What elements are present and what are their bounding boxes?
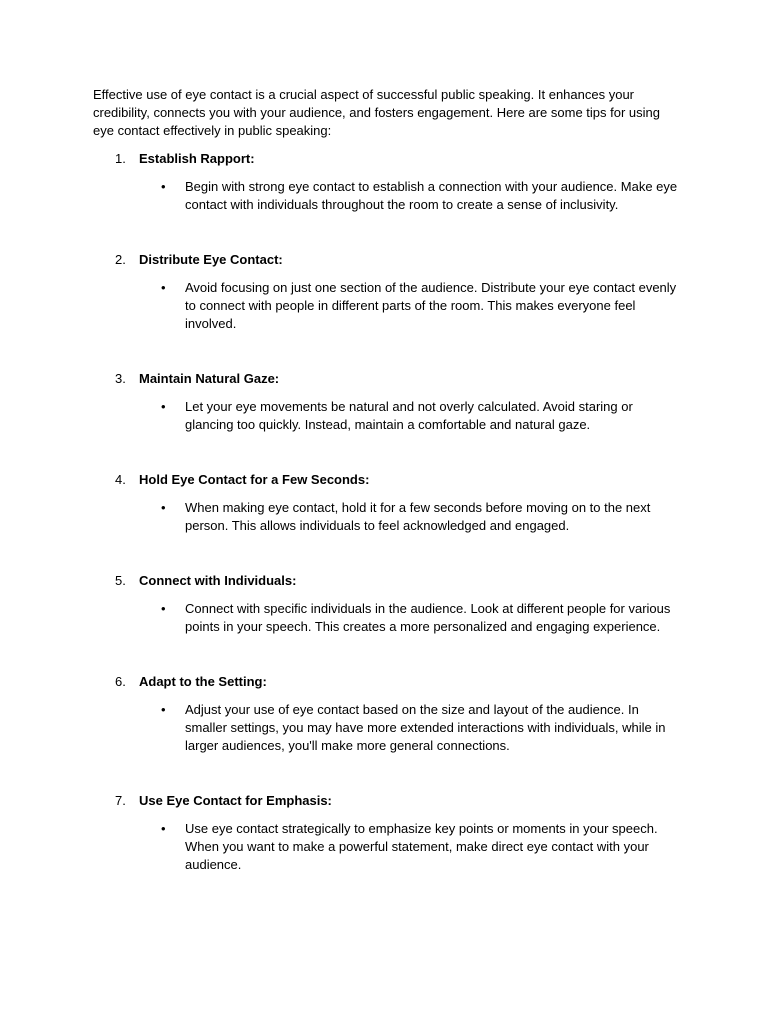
tip-text: Avoid focusing on just one section of the audience. Distribute your eye contact evenly to connect with people in different parts of the room. This makes everyone feel involved. [185, 280, 677, 331]
tip-number: 5. [115, 573, 126, 588]
tip-heading [0, 792, 768, 810]
bullet-icon: • [161, 179, 166, 194]
tip-title: Hold Eye Contact for a Few Seconds: [139, 472, 370, 487]
bullet-icon: • [161, 280, 166, 295]
tip-bullet [0, 701, 768, 755]
bullet-icon: • [161, 500, 166, 515]
tip-title: Connect with Individuals: [139, 573, 297, 588]
tip-item [0, 792, 768, 874]
tip-bullet [0, 178, 768, 214]
tip-heading [0, 673, 768, 691]
tip-heading [0, 572, 768, 590]
tip-bullet [0, 398, 768, 434]
tip-number: 3. [115, 371, 126, 386]
tip-bullet [0, 820, 768, 874]
tip-text: Adjust your use of eye contact based on the size and layout of the audience. In smaller settings, you may have more extended interactions with individuals, while in larger audiences, you'll make more general connections. [185, 702, 666, 753]
bullet-icon: • [161, 399, 166, 414]
tip-number: 6. [115, 674, 126, 689]
tip-bullet [0, 279, 768, 333]
tip-number: 1. [115, 151, 126, 166]
tip-number: 2. [115, 252, 126, 267]
tip-heading [0, 471, 768, 489]
tip-number: 7. [115, 793, 126, 808]
tip-title: Maintain Natural Gaze: [139, 371, 280, 386]
tip-bullet [0, 499, 768, 535]
tip-title: Establish Rapport: [139, 151, 255, 166]
bullet-icon: • [161, 821, 166, 836]
tip-text: When making eye contact, hold it for a few seconds before moving on to the next person. This allows individuals to feel acknowledged and engaged. [185, 500, 651, 533]
tip-item [0, 471, 768, 535]
tip-text: Let your eye movements be natural and not overly calculated. Avoid staring or glancing too quickly. Instead, maintain a comfortable and natural gaze. [185, 399, 633, 432]
tip-heading [0, 251, 768, 269]
tip-title: Distribute Eye Contact: [139, 252, 283, 267]
intro-paragraph: Effective use of eye contact is a crucial aspect of successful public speaking. It enhances your credibility, connects you with your audience, and fosters engagement. Here are some tips for using eye contact effectively in public speaking: [93, 87, 661, 138]
tip-item [0, 673, 768, 755]
tip-title: Adapt to the Setting: [139, 674, 267, 689]
tip-item [0, 150, 768, 214]
bullet-icon: • [161, 702, 166, 717]
tip-title: Use Eye Contact for Emphasis: [139, 793, 332, 808]
tip-item [0, 370, 768, 434]
tip-number: 4. [115, 472, 126, 487]
bullet-icon: • [161, 601, 166, 616]
tip-bullet [0, 600, 768, 636]
tip-text: Connect with specific individuals in the audience. Look at different people for various points in your speech. This creates a more personalized and engaging experience. [185, 601, 671, 634]
tip-heading [0, 150, 768, 168]
tip-text: Use eye contact strategically to emphasize key points or moments in your speech. When you want to make a powerful statement, make direct eye contact with your audience. [185, 821, 658, 872]
tip-text: Begin with strong eye contact to establish a connection with your audience. Make eye contact with individuals throughout the room to create a sense of inclusivity. [185, 179, 678, 212]
tips-list [0, 150, 768, 911]
tip-item [0, 251, 768, 333]
tip-heading [0, 370, 768, 388]
tip-item [0, 572, 768, 636]
